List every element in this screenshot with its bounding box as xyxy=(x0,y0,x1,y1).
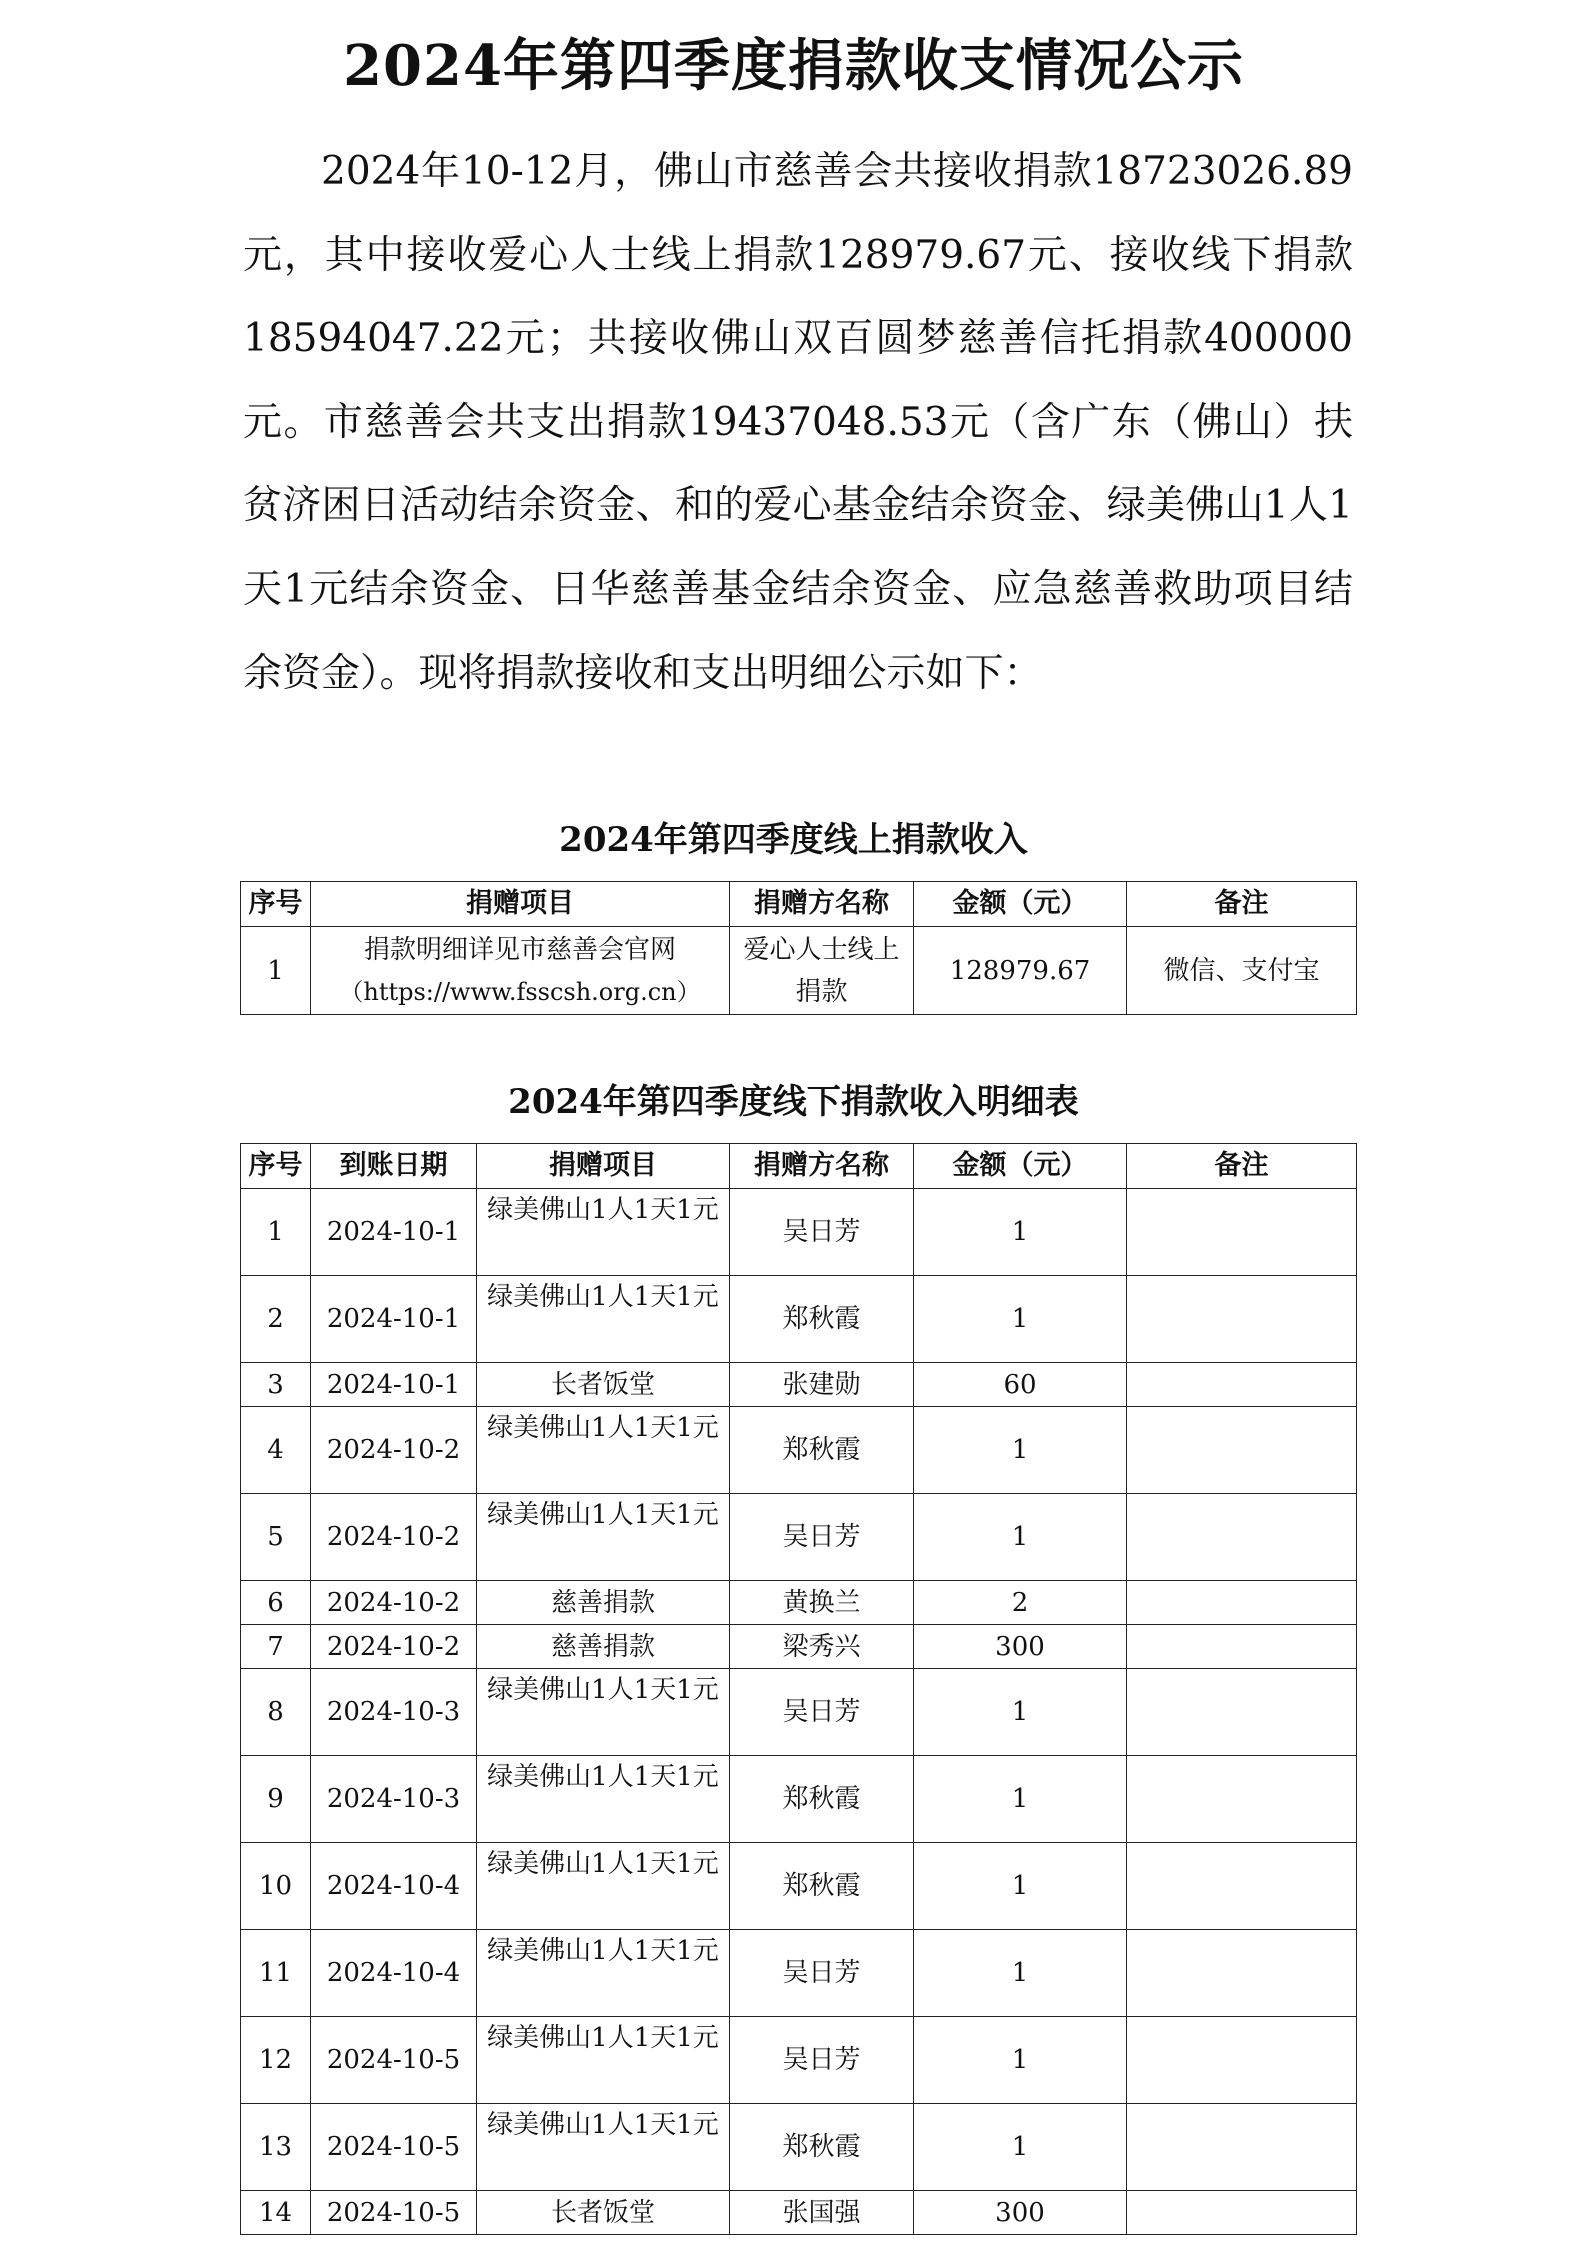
date-cell: 2024-10-2 xyxy=(311,1625,477,1669)
donor-cell: 吴日芳 xyxy=(730,1189,914,1276)
table-row xyxy=(241,1756,1357,1843)
project-line: 捐款明细详见市慈善会官网 xyxy=(363,934,676,965)
online-donation-table xyxy=(240,881,1357,1015)
note-cell xyxy=(1127,1669,1357,1756)
project-cell: 绿美佛山1人1天1元 xyxy=(477,1494,730,1581)
page-title: 2024年第四季度捐款收支情况公示 xyxy=(343,33,1244,99)
note-cell xyxy=(1127,1276,1357,1363)
donor-cell: 张国强 xyxy=(730,2191,914,2235)
donor-cell: 郑秋霞 xyxy=(730,1276,914,1363)
row-number: 8 xyxy=(241,1669,311,1756)
note-cell: 微信、支付宝 xyxy=(1127,927,1357,1015)
date-cell: 2024-10-2 xyxy=(311,1494,477,1581)
offline-donation-table xyxy=(240,1143,1357,2235)
row-number: 1 xyxy=(241,1189,311,1276)
date-cell: 2024-10-4 xyxy=(311,1843,477,1930)
note-cell xyxy=(1127,1581,1357,1625)
note-cell xyxy=(1127,2017,1357,2104)
header-cell: 捐赠项目 xyxy=(477,1144,730,1189)
date-cell: 2024-10-3 xyxy=(311,1669,477,1756)
table-row xyxy=(241,1843,1357,1930)
table-row xyxy=(241,1669,1357,1756)
project-cell: 绿美佛山1人1天1元 xyxy=(477,1669,730,1756)
date-cell: 2024-10-2 xyxy=(311,1581,477,1625)
note-cell xyxy=(1127,1625,1357,1669)
row-number: 10 xyxy=(241,1843,311,1930)
project-cell: 绿美佛山1人1天1元 xyxy=(477,2017,730,2104)
amount-cell: 1 xyxy=(914,1189,1127,1276)
date-cell: 2024-10-1 xyxy=(311,1189,477,1276)
donor-cell: 郑秋霞 xyxy=(730,1407,914,1494)
project-cell: 慈善捐款 xyxy=(477,1581,730,1625)
table-header-row xyxy=(241,882,1357,927)
donor-cell: 吴日芳 xyxy=(730,1669,914,1756)
online-section-title: 2024年第四季度线上捐款收入 xyxy=(559,820,1028,860)
project-cell: 绿美佛山1人1天1元 xyxy=(477,2104,730,2191)
donor-cell: 黄换兰 xyxy=(730,1581,914,1625)
amount-cell: 1 xyxy=(914,1407,1127,1494)
table-row xyxy=(241,2191,1357,2235)
amount-cell: 128979.67 xyxy=(914,927,1127,1015)
table-row xyxy=(241,1363,1357,1407)
amount-cell: 1 xyxy=(914,1843,1127,1930)
table-header-row xyxy=(241,1144,1357,1189)
note-cell xyxy=(1127,1756,1357,1843)
table-row xyxy=(241,1407,1357,1494)
donor-cell: 郑秋霞 xyxy=(730,1843,914,1930)
row-number: 4 xyxy=(241,1407,311,1494)
note-cell xyxy=(1127,1363,1357,1407)
note-cell xyxy=(1127,1930,1357,2017)
donor-cell: 张建勋 xyxy=(730,1363,914,1407)
project-cell: 慈善捐款 xyxy=(477,1625,730,1669)
donor-cell: 爱心人士线上捐款 xyxy=(730,927,914,1015)
header-cell: 备注 xyxy=(1127,882,1357,927)
project-cell: 绿美佛山1人1天1元 xyxy=(477,1843,730,1930)
amount-cell: 2 xyxy=(914,1581,1127,1625)
amount-cell: 1 xyxy=(914,1930,1127,2017)
row-number: 14 xyxy=(241,2191,311,2235)
offline-section-title: 2024年第四季度线下捐款收入明细表 xyxy=(508,1082,1079,1122)
date-cell: 2024-10-2 xyxy=(311,1407,477,1494)
row-number: 2 xyxy=(241,1276,311,1363)
project-cell xyxy=(311,927,730,1015)
project-cell: 绿美佛山1人1天1元 xyxy=(477,1930,730,2017)
note-cell xyxy=(1127,1189,1357,1276)
project-cell: 长者饭堂 xyxy=(477,1363,730,1407)
header-cell: 金额（元） xyxy=(914,1144,1127,1189)
table-row xyxy=(241,1276,1357,1363)
header-cell: 捐赠方名称 xyxy=(730,1144,914,1189)
donor-cell: 吴日芳 xyxy=(730,2017,914,2104)
header-cell: 金额（元） xyxy=(914,882,1127,927)
note-cell xyxy=(1127,1843,1357,1930)
amount-cell: 1 xyxy=(914,2104,1127,2191)
table-row xyxy=(241,1189,1357,1276)
header-cell: 到账日期 xyxy=(311,1144,477,1189)
amount-cell: 300 xyxy=(914,1625,1127,1669)
date-cell: 2024-10-5 xyxy=(311,2104,477,2191)
amount-cell: 1 xyxy=(914,1494,1127,1581)
amount-cell: 1 xyxy=(914,2017,1127,2104)
table-row xyxy=(241,1494,1357,1581)
row-number: 1 xyxy=(241,927,311,1015)
donor-cell: 吴日芳 xyxy=(730,1494,914,1581)
date-cell: 2024-10-5 xyxy=(311,2191,477,2235)
row-number: 7 xyxy=(241,1625,311,1669)
amount-cell: 60 xyxy=(914,1363,1127,1407)
row-number: 6 xyxy=(241,1581,311,1625)
note-cell xyxy=(1127,2191,1357,2235)
date-cell: 2024-10-1 xyxy=(311,1363,477,1407)
date-cell: 2024-10-4 xyxy=(311,1930,477,2017)
row-number: 11 xyxy=(241,1930,311,2017)
header-cell: 序号 xyxy=(241,1144,311,1189)
project-url: （https://www.fsscsh.org.cn） xyxy=(339,977,701,1006)
project-cell: 绿美佛山1人1天1元 xyxy=(477,1189,730,1276)
amount-cell: 1 xyxy=(914,1669,1127,1756)
row-number: 13 xyxy=(241,2104,311,2191)
row-number: 3 xyxy=(241,1363,311,1407)
table-row xyxy=(241,2104,1357,2191)
header-cell: 捐赠方名称 xyxy=(730,882,914,927)
project-cell: 绿美佛山1人1天1元 xyxy=(477,1276,730,1363)
header-cell: 序号 xyxy=(241,882,311,927)
date-cell: 2024-10-5 xyxy=(311,2017,477,2104)
project-cell: 绿美佛山1人1天1元 xyxy=(477,1407,730,1494)
row-number: 9 xyxy=(241,1756,311,1843)
table-row xyxy=(241,2017,1357,2104)
note-cell xyxy=(1127,2104,1357,2191)
table-row xyxy=(241,1930,1357,2017)
row-number: 5 xyxy=(241,1494,311,1581)
donor-cell: 郑秋霞 xyxy=(730,1756,914,1843)
intro-paragraph: 2024年10-12月，佛山市慈善会共接收捐款18723026.89元，其中接收爱心人士线上捐款128979.67元、接收线下捐款18594047.22元；共接收佛山双百圆梦慈善信托捐款400000元。市慈善会共支出捐款19437048.53元（含广东（佛山）扶贫济困日活动结余资金、和的爱心基金结余资金、绿美佛山1人1天1元结余资金、日华慈善基金结余资金、应急慈善救助项目结余资金）。现将捐款接收和支出明细公示如下： xyxy=(243,149,1353,696)
amount-cell: 1 xyxy=(914,1276,1127,1363)
table-row xyxy=(241,1625,1357,1669)
header-cell: 备注 xyxy=(1127,1144,1357,1189)
donor-cell: 郑秋霞 xyxy=(730,2104,914,2191)
date-cell: 2024-10-1 xyxy=(311,1276,477,1363)
table-row xyxy=(241,927,1357,1015)
amount-cell: 300 xyxy=(914,2191,1127,2235)
project-cell: 绿美佛山1人1天1元 xyxy=(477,1756,730,1843)
donor-cell: 梁秀兴 xyxy=(730,1625,914,1669)
project-cell: 长者饭堂 xyxy=(477,2191,730,2235)
table-row xyxy=(241,1581,1357,1625)
row-number: 12 xyxy=(241,2017,311,2104)
donor-cell: 吴日芳 xyxy=(730,1930,914,2017)
amount-cell: 1 xyxy=(914,1756,1127,1843)
note-cell xyxy=(1127,1494,1357,1581)
header-cell: 捐赠项目 xyxy=(311,882,730,927)
note-cell xyxy=(1127,1407,1357,1494)
date-cell: 2024-10-3 xyxy=(311,1756,477,1843)
